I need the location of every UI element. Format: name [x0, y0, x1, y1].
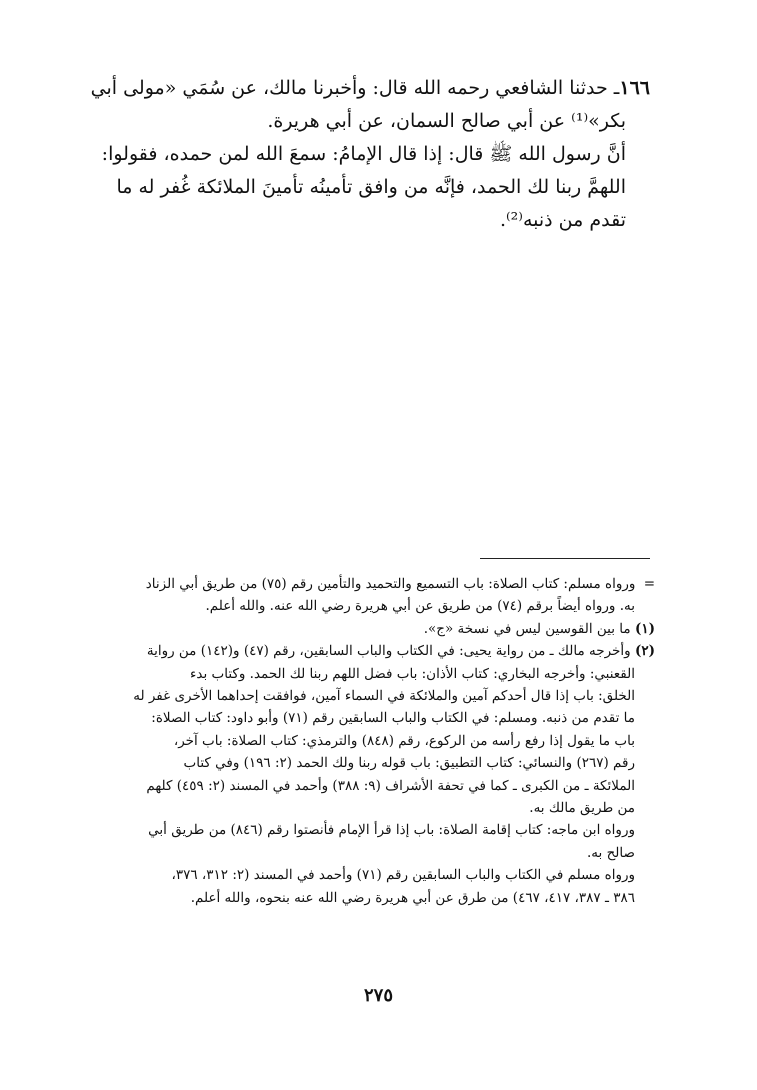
- hadith-number: ١٦٦: [619, 77, 650, 99]
- hadith-line: بكر»⁽¹⁾ عن أبي صالح السمان، عن أبي هريرة.: [267, 110, 626, 132]
- footnote-line: ورواه مسلم في الكتاب والباب السابقين رقم (٧١) وأحمد في المسند (٢: ٣١٢، ٣٧٦،: [171, 867, 635, 884]
- hadith-line: ١٦٦ـ حدثنا الشافعي رحمه الله قال: وأخبرنا مالك، عن سُمَي «مولى أبي: [90, 77, 650, 99]
- footnote-line: القعنبي: وأخرجه البخاري: كتاب الأذان: باب فضل اللهم ربنا لك الحمد. وكتاب بدء: [190, 665, 635, 682]
- footnote-line: (٢) وأخرجه مالك ـ من رواية يحيى: في الكتاب والباب السابقين، رقم (٤٧) و(١٤٢) من رواية: [146, 643, 655, 660]
- continuation-marker: =: [643, 576, 655, 592]
- page-number: ٢٧٥: [363, 985, 393, 1006]
- footnote-line: من طريق مالك به.: [529, 800, 635, 817]
- footnotes: [100, 573, 655, 909]
- footnote-line: الخلق: باب إذا قال أحدكم آمين والملائكة في السماء آمين، فوافقت إحداهما الأخرى غفر له: [133, 688, 635, 705]
- hadith-line: اللهمَّ ربنا لك الحمد، فإنَّه من وافق تأمينُه تأمينَ الملائكة غُفر له ما: [116, 176, 626, 198]
- hadith-text: [90, 72, 650, 237]
- footnote-line: به. ورواه أيضاً برقم (٧٤) من طريق عن أبي هريرة رضي الله عنه. والله أعلم.: [205, 598, 635, 615]
- hadith-line: أنَّ رسول الله ﷺ قال: إذا قال الإمامُ: سمعَ الله لمن حمده، فقولوا:: [101, 143, 626, 165]
- footnote-line: = ورواه مسلم: كتاب الصلاة: باب التسميع والتحميد والتأمين رقم (٧٥) من طريق أبي الزناد: [145, 576, 655, 592]
- footnote-line: ٣٨٦ ـ ٣٨٧، ٤١٧، ٤٦٧) من طرق عن أبي هريرة رضي الله عنه بنحوه، والله أعلم.: [190, 889, 635, 906]
- footnote-line: رقم (٢٦٧) والنسائي: كتاب التطبيق: باب قوله ربنا ولك الحمد (٢: ١٩٦) وفي كتاب: [183, 755, 635, 772]
- footnote-line: ما تقدم من ذنبه. ومسلم: في الكتاب والباب السابقين رقم (٧١) وأبو داود: كتاب الصلاة:: [151, 710, 635, 727]
- footnote-line: صالح به.: [587, 844, 635, 861]
- footnote-line: الملائكة ـ من الكبرى ـ كما في تحفة الأشراف (٩: ٣٨٨) وأحمد في المسند (٢: ٤٥٩) كلهم: [146, 777, 635, 794]
- footnote-line: باب ما يقول إذا رفع رأسه من الركوع، رقم (٨٤٨) والترمذي: كتاب الصلاة: باب آخر،: [173, 732, 635, 749]
- footnote-marker: (٢): [634, 643, 655, 660]
- footnote-marker: (١): [634, 620, 655, 637]
- hadith-line: تقدم من ذنبه⁽²⁾.: [499, 209, 626, 231]
- footnote-line: ورواه ابن ماجه: كتاب إقامة الصلاة: باب إذا قرأ الإمام فأنصتوا رقم (٨٤٦) من طريق أبي: [148, 822, 635, 839]
- footnote-divider: [480, 558, 650, 559]
- footnote-line: (١) ما بين القوسين ليس في نسخة «ج».: [423, 620, 655, 637]
